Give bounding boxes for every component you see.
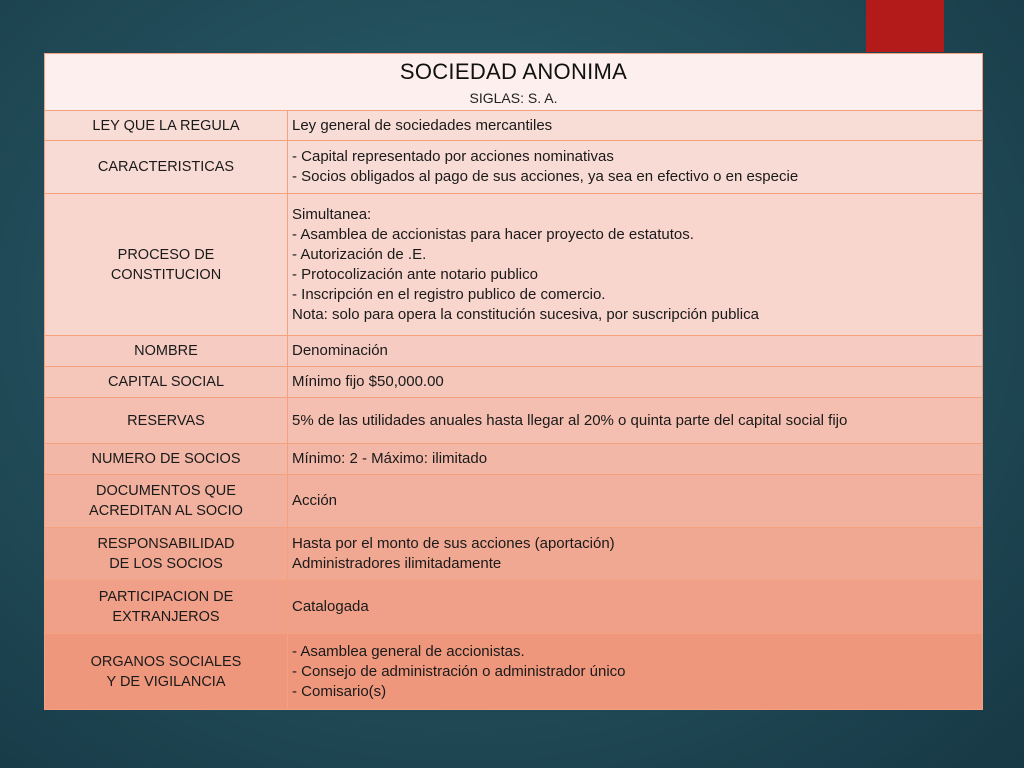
- row-value-line: - Asamblea general de accionistas.: [292, 642, 525, 660]
- row-label-line: RESERVAS: [127, 412, 205, 429]
- row-label: [45, 398, 288, 444]
- row-value-line: Acción: [292, 492, 338, 509]
- row-label: [45, 475, 288, 528]
- row-label-line: DE LOS SOCIOS: [109, 556, 223, 572]
- row-value-text: 5% de las utilidades anuales hasta llegar al 20% o quinta parte del capital social fijo: [292, 411, 848, 429]
- row-label: [45, 444, 288, 475]
- table-row: [45, 141, 983, 194]
- row-label-line: PARTICIPACION DE: [98, 589, 234, 605]
- row-value: [288, 475, 983, 528]
- row-label-line: CAPITAL SOCIAL: [107, 374, 225, 390]
- table-row: [45, 581, 983, 634]
- table-title: SOCIEDAD ANONIMA: [399, 59, 628, 84]
- table-body: [45, 54, 983, 710]
- row-label-line: EXTRANJEROS: [112, 609, 220, 625]
- table-row: [45, 398, 983, 444]
- table-row: [45, 336, 983, 367]
- row-label-line: LEY QUE LA REGULA: [92, 117, 240, 134]
- row-label-line: CONSTITUCION: [110, 266, 222, 283]
- row-value-line: - Comisario(s): [292, 682, 387, 700]
- row-label: [45, 194, 288, 336]
- row-value-line: Catalogada: [292, 598, 369, 615]
- row-label: [45, 336, 288, 367]
- row-value: [288, 194, 983, 336]
- row-label-line: CARACTERISTICAS: [97, 159, 235, 175]
- row-label-line: Y DE VIGILANCIA: [106, 673, 226, 690]
- accent-tab: [866, 0, 944, 52]
- title-row: [45, 54, 983, 111]
- table-subtitle: SIGLAS: S. A.: [469, 90, 558, 106]
- table-row: [45, 444, 983, 475]
- row-value-line: - Consejo de administración o administrador único: [292, 662, 626, 680]
- table-row: [45, 111, 983, 141]
- row-label-line: RESPONSABILIDAD: [97, 536, 235, 552]
- row-value-line: Mínimo: 2 - Máximo: ilimitado: [292, 450, 488, 467]
- row-value: [288, 141, 983, 194]
- row-value-line: Nota: solo para opera la constitución sucesiva, por suscripción publica: [292, 305, 759, 323]
- table-row: [45, 367, 983, 398]
- row-label-line: DOCUMENTOS QUE: [96, 483, 236, 499]
- row-label: [45, 111, 288, 141]
- row-value-line: Simultanea:: [292, 205, 372, 223]
- row-value: [288, 444, 983, 475]
- row-value-line: Administradores ilimitadamente: [292, 555, 502, 572]
- row-value: [288, 111, 983, 141]
- row-value-line: Denominación: [292, 342, 388, 359]
- row-value: [288, 581, 983, 634]
- row-value-line: - Autorización de .E.: [292, 245, 427, 263]
- row-value-line: Hasta por el monto de sus acciones (aportación): [292, 535, 615, 552]
- table-row: [45, 194, 983, 336]
- sociedad-anonima-table: [44, 53, 983, 710]
- row-value-line: Mínimo fijo $50,000.00: [292, 373, 444, 390]
- row-label-line: NOMBRE: [134, 343, 198, 359]
- row-label: [45, 581, 288, 634]
- row-value-line: Ley general de sociedades mercantiles: [292, 116, 553, 134]
- table-row: [45, 528, 983, 581]
- row-value: [288, 634, 983, 710]
- row-label-line: ACREDITAN AL SOCIO: [89, 503, 243, 519]
- title-cell: [45, 54, 983, 111]
- row-label: [45, 634, 288, 710]
- row-label-line: PROCESO DE: [117, 246, 215, 263]
- row-value-line: - Asamblea de accionistas para hacer proyecto de estatutos.: [292, 225, 694, 243]
- row-value: [288, 528, 983, 581]
- row-value: [288, 367, 983, 398]
- row-value-line: - Inscripción en el registro publico de comercio.: [292, 285, 606, 303]
- row-value-line: - Capital representado por acciones nominativas: [292, 148, 614, 165]
- row-value-line: - Protocolización ante notario publico: [292, 265, 538, 283]
- row-value: [288, 336, 983, 367]
- row-value: [288, 398, 983, 444]
- row-label-line: ORGANOS SOCIALES: [90, 653, 242, 670]
- row-label-line: NUMERO DE SOCIOS: [91, 451, 241, 467]
- table-row: [45, 634, 983, 710]
- row-label: [45, 367, 288, 398]
- row-label: [45, 528, 288, 581]
- table-row: [45, 475, 983, 528]
- row-value-line: - Socios obligados al pago de sus acciones, ya sea en efectivo o en especie: [292, 168, 799, 185]
- row-label: [45, 141, 288, 194]
